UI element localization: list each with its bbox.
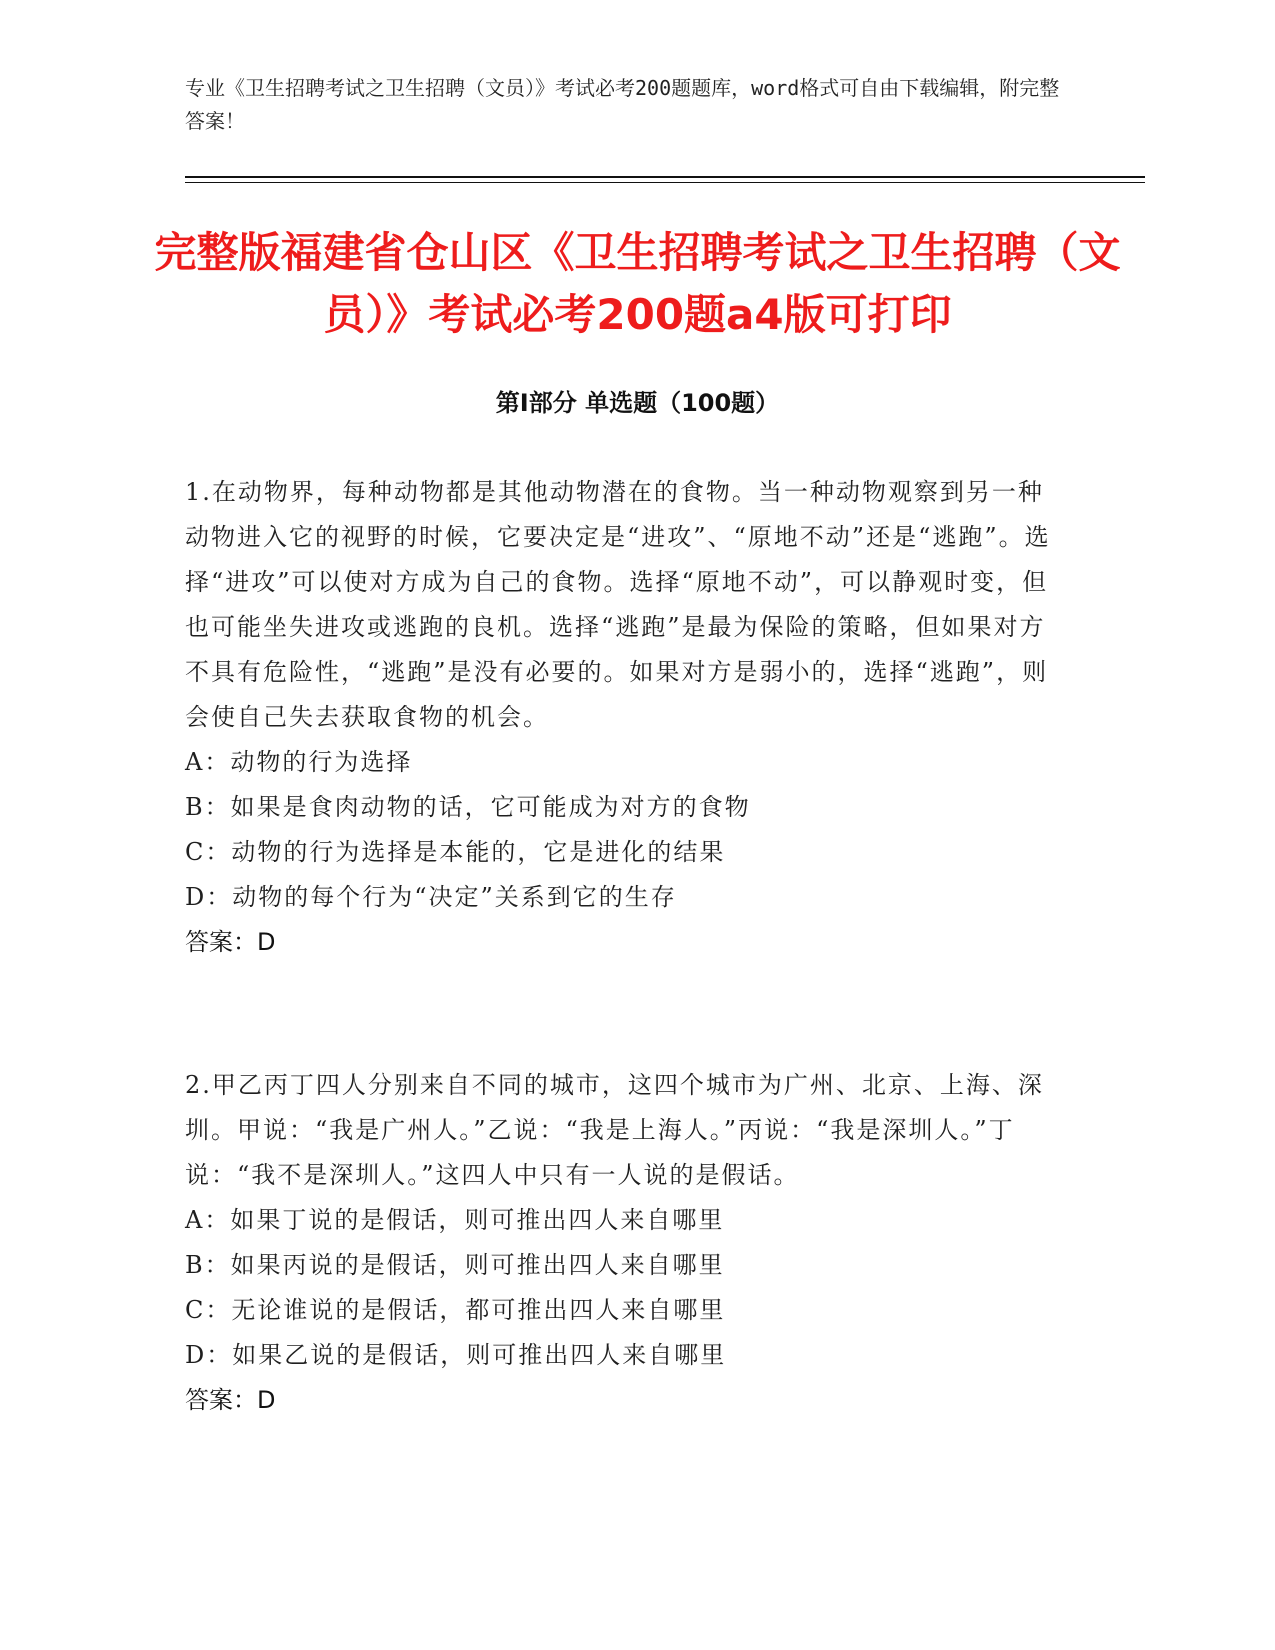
option-d: D：如果乙说的是假话，则可推出四人来自哪里	[185, 1341, 727, 1369]
question-2	[185, 1063, 1065, 1423]
option-a: A：如果丁说的是假话，则可推出四人来自哪里	[185, 1206, 725, 1234]
header-divider-thick	[185, 176, 1145, 178]
header-divider-thin	[185, 182, 1145, 183]
option-d: D：动物的每个行为“决定”关系到它的生存	[185, 883, 677, 911]
question-1	[185, 470, 1065, 965]
answer: 答案：D	[185, 928, 276, 956]
option-a: A：动物的行为选择	[185, 748, 413, 776]
option-b: B：如果是食肉动物的话，它可能成为对方的食物	[185, 793, 751, 821]
question-stem: 2.甲乙丙丁四人分别来自不同的城市，这四个城市为广州、北京、上海、深圳。甲说：“我是广州人。”乙说：“我是上海人。”丙说：“我是深圳人。”丁说：“我不是深圳人。”这四人中只有一人说的是假话。	[185, 1071, 1044, 1189]
section-title: 第Ⅰ部分 单选题（100题）	[495, 389, 780, 417]
option-c: C：动物的行为选择是本能的，它是进化的结果	[185, 838, 726, 866]
question-stem: 1.在动物界，每种动物都是其他动物潜在的食物。当一种动物观察到另一种动物进入它的视野的时候，它要决定是“进攻”、“原地不动”还是“逃跑”。选择“进攻”可以使对方成为自己的食物。选择“原地不动”，可以静观时变，但也可能坐失进攻或逃跑的良机。选择“逃跑”是最为保险的策略，但如果对方不具有危险性，“逃跑”是没有必要的。如果对方是弱小的，选择“逃跑”，则会使自己失去获取食物的机会。	[185, 478, 1051, 731]
document-title: 完整版福建省仓山区《卫生招聘考试之卫生招聘（文员）》考试必考200题a4版可打印	[154, 228, 1121, 339]
option-c: C：无论谁说的是假话，都可推出四人来自哪里	[185, 1296, 726, 1324]
answer: 答案：D	[185, 1386, 276, 1414]
header-note: 专业《卫生招聘考试之卫生招聘（文员）》考试必考200题题库，word格式可自由下载编辑，附完整答案！	[185, 76, 1060, 133]
option-b: B：如果丙说的是假话，则可推出四人来自哪里	[185, 1251, 725, 1279]
